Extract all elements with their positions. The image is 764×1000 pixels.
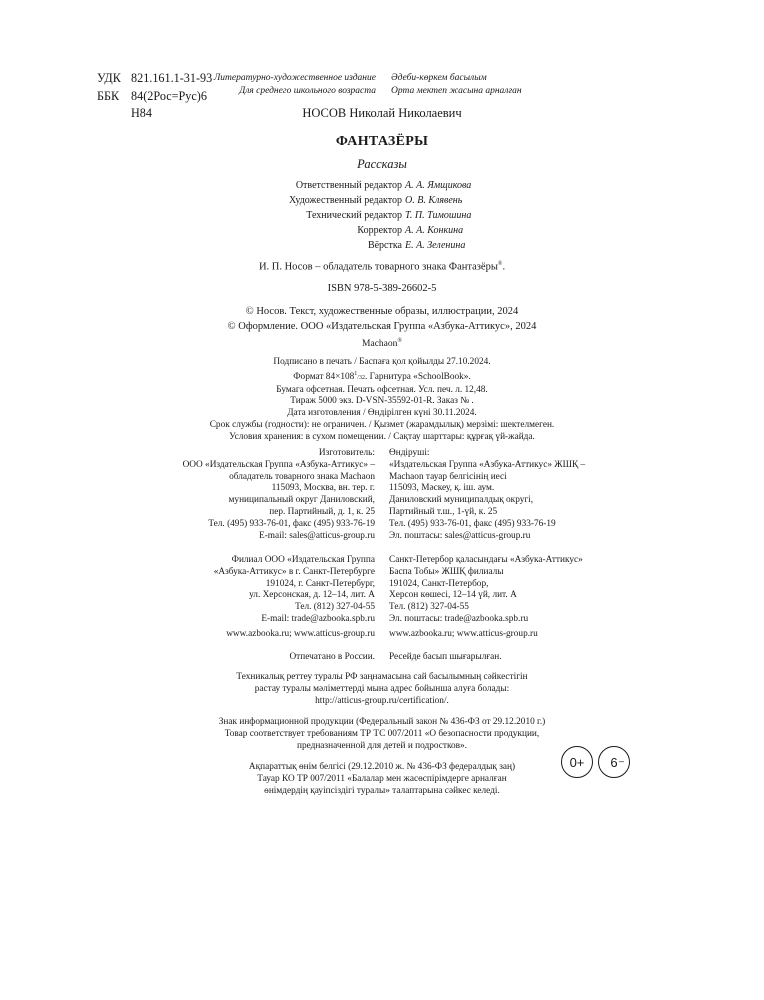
credit-row: Ответственный редактор А. А. Ямщикова	[295, 180, 472, 191]
udk-value: 821.161.1-31-93	[131, 71, 213, 85]
printed-in-kz: Ресейде басып шығарылған.	[389, 652, 502, 662]
udk-label: УДК	[97, 71, 121, 85]
author-mark: Н84	[131, 106, 152, 120]
book-subtitle: Рассказы	[357, 157, 407, 171]
printed-in-ru: Отпечатано в России.	[289, 652, 375, 662]
age-rating-0-badge: 0+	[561, 746, 593, 778]
tech-regs: Техникалық реттеу туралы РФ заңнамасына сай басылымның сәйкестігін растау туралы мәліметтерді мына адрес бойынша алуға болады: http://atticus-group.ru/certification/.	[236, 672, 528, 706]
isbn: ISBN 978-5-389-26602-5	[327, 283, 437, 294]
brand-name: Machaon®	[362, 338, 402, 350]
copyright-block: © Носов. Текст, художественные образы, иллюстрации, 2024 © Оформление. ООО «Издательская Группа «Азбука-Аттикус», 2024 Machaon®	[0, 305, 764, 352]
genre-kz: Әдеби-көркем басылым Орта мектеп жасына арналған	[391, 73, 522, 96]
info-mark-kz: Ақпараттық өнім белгісі (29.12.2010 ж. № 436-ФЗ федералдық заң) Тауар КО ТР 007/2011 «Балалар мен жасөспірімдерге арналған өнімдердің қауіпсіздігі туралы» талаптарына сәйкес келеді.	[248, 762, 516, 796]
websites-kz: www.azbooka.ru; www.atticus-group.ru	[389, 629, 538, 639]
manufacturer-ru: Изготовитель: ООО «Издательская Группа «Азбука-Аттикус» – обладатель товарного знака Machaon 115093, Москва, вн. тер. г. муниципальный округ Даниловский, пер. Партийный, д. 1, к. 25 Тел. (495) 933-76-01, факс (495) 933-76-19 E-mail: sales@atticus-group.ru	[182, 448, 375, 541]
credits-list	[0, 178, 764, 253]
credit-row: Художественный редактор О. В. Клявень	[289, 195, 463, 206]
print-info: Подписано в печать / Баспаға қол қойылды 27.10.2024. Формат $84\times 108^1/32$. Гарнитура «SchoolBook». Бумага офсетная. Печать офсетная. Усл. печ. л. 12,48. Тираж 5000 экз. D-VSN-35592-01-R. Заказ № . Дата изготовления / Өндірілген күні 30.11.2024. Срок службы (годности): не ограничен. / Қызмет (жарамдылық) мерзімі: шектелмеген. Условия хранения: в сухом помещении. / Сақтау шарттары: құрғақ үй-жайда.	[209, 357, 555, 442]
bbk-value: 84(2Рос=Рус)6	[131, 88, 207, 103]
manufacturer-kz: Өндіруші: «Издательская Группа «Азбука-Аттикус» ЖШҚ – Machaon тауар белгісінің иесі 115093, Мәскеу, қ. іш. аум. Даниловский муниципалдық округі, Партийный т.ш., 1-үй, к. 25 Тел. (495) 933-76-01, факс (495) 933-76-19 Эл. поштасы: sales@atticus-group.ru	[389, 448, 586, 541]
info-mark-ru: Знак информационной продукции (Федеральный закон № 436-ФЗ от 29.12.2010 г.) Товар соответствует требованиям ТР ТС 007/2011 «О безопасности продукции, предназначенной для детей и подростков».	[218, 717, 546, 751]
credit-row: Технический редактор Т. П. Тимошина	[306, 210, 472, 221]
filial-kz: Санкт-Петербор қаласындағы «Азбука-Аттикус» Баспа Тобы» ЖШҚ филиалы 191024, Санкт-Петербор, Херсон көшесі, 12–14 үй, лит. А Тел. (812) 327-04-55 Эл. поштасы: trade@azbooka.spb.ru	[389, 555, 583, 624]
author-name: НОСОВ Николай Николаевич	[302, 106, 462, 120]
bbk-label: ББК	[97, 88, 120, 103]
filial-ru: Филиал ООО «Издательская Группа «Азбука-Аттикус» в г. Санкт-Петербурге 191024, г. Санкт-Петербург, ул. Херсонская, д. 12–14, лит. А Тел. (812) 327-04-55 E-mail: trade@azbooka.spb.ru	[213, 555, 375, 624]
credit-row: Корректор А. А. Конкина	[357, 225, 464, 236]
trademark-notice: И. П. Носов – обладатель товарного знака Фантазёры®.	[258, 261, 506, 273]
websites-ru: www.azbooka.ru; www.atticus-group.ru	[226, 629, 375, 639]
genre-ru: Литературно-художественное издание Для среднего школьного возраста	[213, 73, 376, 96]
book-title: ФАНТАЗЁРЫ	[335, 134, 429, 149]
age-rating-6-badge: 6 –	[598, 746, 630, 778]
credit-row: Вёрстка Е. А. Зеленина	[367, 240, 466, 251]
